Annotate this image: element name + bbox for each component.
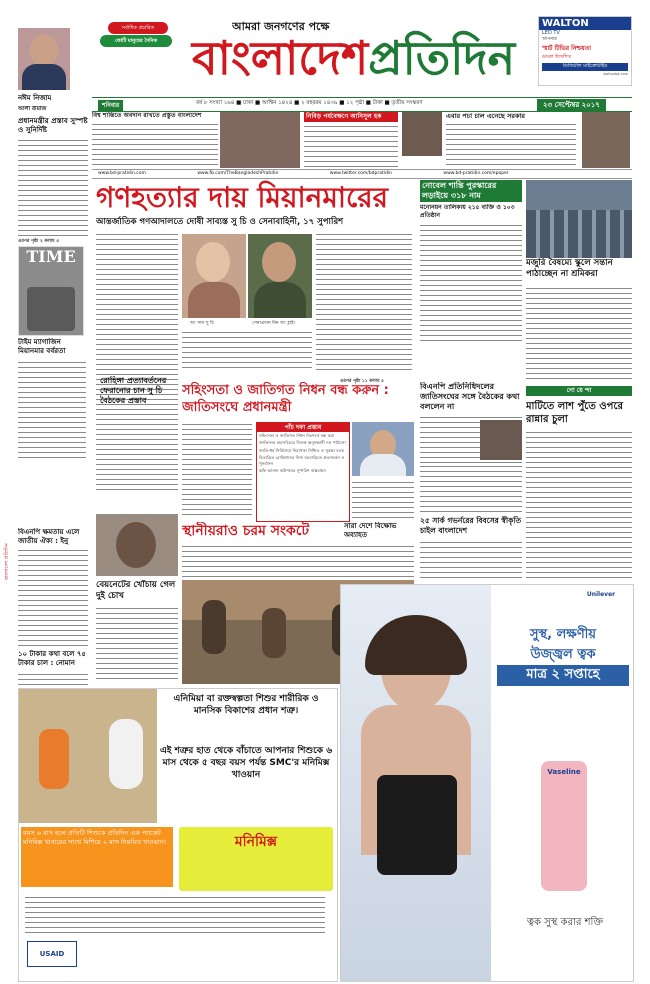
blind-body (96, 606, 178, 682)
ambassador-headline[interactable]: ২৫ সার্ক গভর্নরের বিবসের স্বীকৃতি চাইল বাংলাদেশ (420, 516, 522, 535)
lead-body-right (316, 232, 412, 374)
detective-body (526, 430, 632, 518)
lead-photo-general (248, 234, 312, 318)
vaseline-brand: Vaseline (547, 768, 581, 776)
teaser-3-photo (402, 112, 442, 156)
left-story-2-body (18, 548, 88, 646)
smc-fine-print (25, 895, 325, 935)
point-1: সহিংসতা ও জাতিগত নিধন নিঃশর্তে বন্ধ করা (259, 433, 335, 438)
walton-line4: ডিজিটাল মাইক্রোটাইম (542, 63, 628, 71)
smc-children-photo (19, 689, 157, 823)
wage-headline[interactable]: মজুরি বৈষম্যে স্কুলে সন্তান পাঠাচ্ছেন না শ্রমিকরা (526, 258, 613, 279)
teaser-1[interactable] (92, 112, 218, 168)
factory-photo (526, 180, 632, 258)
point-2: জাতিসংঘ মহাসচিবের নিজস্ব অনুসন্ধানী দল পাঠানো (259, 440, 346, 446)
vaseline-tagline: ত্বক সুস্থ করার শক্তি (526, 917, 604, 928)
editor-name: নঈম নিজাম (18, 94, 52, 102)
usaid-logo: USAID (27, 941, 77, 967)
ambassador-body (420, 540, 522, 580)
detective-label: গো য়ে ন্দা (566, 387, 592, 394)
walton-line3: ডাবল ঈদেশিত (542, 54, 572, 60)
date-bar (92, 97, 632, 112)
nobel-story[interactable] (420, 180, 522, 343)
teaser-3[interactable] (446, 112, 632, 168)
title-pratidin: প্রতিদিন (368, 31, 516, 85)
left-column (18, 96, 88, 245)
walton-line2: স্মার্ট টিভির নিশ্চয়তা (542, 45, 591, 52)
time-magazine-cover[interactable]: TIME (18, 246, 84, 336)
point-4: বিতাড়িত রোহিঙ্গাদের নিজ ঘরবাড়িতে প্রত্যাবর্তন ও পুনর্বাসন (259, 455, 345, 466)
vaseline-line2: উজ্জ্বল ত্বক (530, 647, 596, 662)
five-point-box (256, 422, 350, 522)
lead-body-left (96, 232, 178, 494)
return-story-headline[interactable]: রোহিঙ্গা প্রত্যাবর্তনের ফেরানোর চান সু চি বৈঠকের প্রস্তাব (100, 376, 167, 405)
smc-ad[interactable] (18, 688, 338, 982)
lead-page-ref: এরপর পৃষ্ঠা ১১ কলাম ৫ (340, 379, 385, 384)
teaser-strip (92, 112, 632, 168)
bnp-photo (480, 420, 522, 460)
detective-strip (526, 386, 632, 396)
teaser-2[interactable] (304, 112, 398, 168)
badge-line2: কোটি মানুষের দৈনিক (100, 35, 172, 47)
misc-body-right (526, 520, 632, 580)
wage-body (526, 286, 632, 382)
lead-story[interactable] (96, 180, 416, 228)
left-headline: প্রধানমন্ত্রীর প্রস্তাব সুস্পষ্ট ও সুনির্দিষ্ট (18, 116, 88, 134)
editor-photo (18, 28, 70, 90)
left-story-2[interactable]: বিএনপি ক্ষমতায় এলে জাতীয় ঐক্য : ইনু (18, 528, 80, 545)
lead-subhead: আন্তর্জাতিক গণআদালতে দোষী সাব্যস্ত সু চি ও সেনাবাহিনী, ১৭ সুপারিশ (96, 217, 344, 227)
pm-body-right (352, 480, 414, 520)
pm-headline: সহিংসতা ও জাতিগত নিধন বন্ধ করুন : জাতিসংঘে প্রধানমন্ত্রী (182, 383, 389, 415)
web-link-2[interactable]: www.fb.com/TheBangladeshPratidin (197, 171, 279, 176)
detective-headline[interactable]: মাটিতে লাশ পুঁতে ওপরে রান্নার চুলা (526, 401, 623, 425)
web-link-3[interactable]: www.twitter.com/bdpratidin (329, 171, 392, 176)
five-point-title: পাঁচ দফা প্রস্তাব (257, 423, 349, 432)
vaseline-line1: সুস্থ, লক্ষণীয় (529, 627, 597, 642)
caption-suu-kyi: অং সান সু চি (190, 321, 214, 326)
issue-info: বর্ষ ৮ সংখ্যা ১৬৪ ■ ঢাকা ■ আশ্বিন ১৪২৪ ■ ২ মহররম ১৪৩৯ ■ ১২ পৃষ্ঠা ■ টাকা ■ তৃতীয় সংস্করণ (196, 100, 423, 106)
vaseline-line3: মাত্র ২ সপ্তাহে (497, 665, 629, 686)
lead-body-bottom (182, 330, 312, 370)
nobel-headline: নোবেল শান্তি পুরস্কারের লড়াইয়ে ৩১৮ নাম (420, 180, 522, 202)
local-body (182, 544, 414, 578)
smc-brand: মনিমিক্স (234, 834, 278, 850)
walton-url: waltonbd.com (603, 72, 628, 76)
day-label: শনিবার (98, 100, 123, 111)
blind-photo (96, 514, 178, 576)
bnp-headline: বিএনপি প্রতিনিধিদলের জাতিসংঘের সঙ্গে বৈঠকের কথা বললেন না (420, 382, 520, 411)
protest-headline[interactable]: সারা দেশে বিক্ষোভ অব্যাহত (344, 522, 414, 540)
pm-story[interactable] (182, 382, 414, 416)
left-author: আলী রীয়াজ (18, 106, 47, 112)
smc-product-box (179, 827, 333, 891)
circulation-badge (100, 22, 172, 56)
teaser-2-photo (220, 112, 300, 168)
web-link-4[interactable]: www.bd-pratidin.com/epaper (443, 171, 509, 176)
walton-brand: WALTON (539, 17, 631, 30)
vaseline-bottle (541, 761, 587, 891)
walton-line1: আপনার (542, 37, 557, 42)
lead-headline: গণহত্যার দায় মিয়ানমারের (96, 181, 389, 214)
masthead-title[interactable] (192, 30, 532, 86)
nobel-body (420, 223, 522, 343)
title-bangladesh: বাংলাদেশ (192, 31, 369, 85)
smc-headline: এনিমিয়া বা রক্তস্বল্পতা শিশুর শারীরিক ও মানসিক বিকাশের প্রধান শত্রু। (173, 694, 319, 716)
point-5: কফি আনান কমিশনের সুপারিশ বাস্তবায়ন (259, 468, 326, 474)
lead-photo-suu-kyi (182, 234, 246, 318)
left-body (18, 138, 88, 238)
time-body (18, 360, 86, 460)
teaser-1-title: বিশ্ব শান্তিতে অবদান রাখতে প্রস্তুত বাংলাদেশ (92, 112, 202, 119)
unilever-logo: Unilever (586, 591, 616, 598)
model-photo (341, 585, 491, 981)
left-story-3[interactable]: ১০ টাকার কথা বলে ৭৫ টাকার চাল : নোমান (18, 650, 86, 667)
web-link-1[interactable]: www.bd-pratidin.com (98, 171, 146, 176)
pm-body (182, 422, 252, 518)
vaseline-ad[interactable] (340, 584, 634, 982)
blind-headline[interactable]: বেয়নেটের খোঁচায় গেল দুই চোখ (96, 580, 176, 601)
local-headline[interactable]: স্থানীয়রাও চরম সংকটে (182, 523, 310, 539)
nobel-sub: মনোনয়ন তালিকায় ২১৫ ব্যক্তি ও ১০৩ প্রতিষ্ঠান (420, 204, 515, 219)
smc-body: এই শত্রুর হাত থেকে বাঁচাতে আপনার শিশুকে ৬ মাস থেকে ৫ বছর বয়স পর্যন্ত SMC'র মনিমিক্স খাওয়ান (159, 746, 333, 780)
pm-photo (352, 422, 414, 476)
vertical-ticker (4, 400, 14, 600)
teaser-3-title: এবার পচা চাল এনেছে সরকার (446, 112, 525, 120)
badge-line1: সর্বাধিক প্রচারিত (108, 22, 168, 34)
bnp-body-2 (420, 464, 522, 512)
teaser-4-photo (582, 112, 630, 168)
smc-footer: বয়স ৬ মাস হলে প্রতিটি শিশুকে প্রতিদিন এক প্যাকেট মনিমিক্স খাবারের সাথে মিশিয়ে ২ মাস নিয়মিত খাওয়ান। (21, 827, 173, 887)
ticker-text: বাংলাদেশ প্রতিদিন (4, 543, 10, 580)
teaser-2-title: নিবিড় পর্যবেক্ষণে আনিসুল হক (304, 112, 398, 122)
web-strip (92, 169, 632, 179)
point-3: জাতি-ধর্ম নির্বিশেষে নিরাপত্তা নিশ্চিত ও সুরক্ষা বলয় (259, 447, 345, 453)
walton-ad[interactable] (538, 16, 632, 86)
walton-sub: LED TV (542, 30, 560, 36)
caption-general: সেনাপ্রধান মিন অং হ্লাইং (252, 321, 296, 326)
masthead-tagline: আমরা জনগণের পক্ষে (232, 20, 330, 33)
date-label: ২৩ সেপ্টেম্বর ২০১৭ (537, 99, 606, 111)
left-page-ref: এরপর পৃষ্ঠা ২ কলাম ৫ (18, 239, 60, 244)
time-caption: টাইম ম্যাগাজিন মিয়ানমার বর্বরতা (18, 338, 66, 355)
